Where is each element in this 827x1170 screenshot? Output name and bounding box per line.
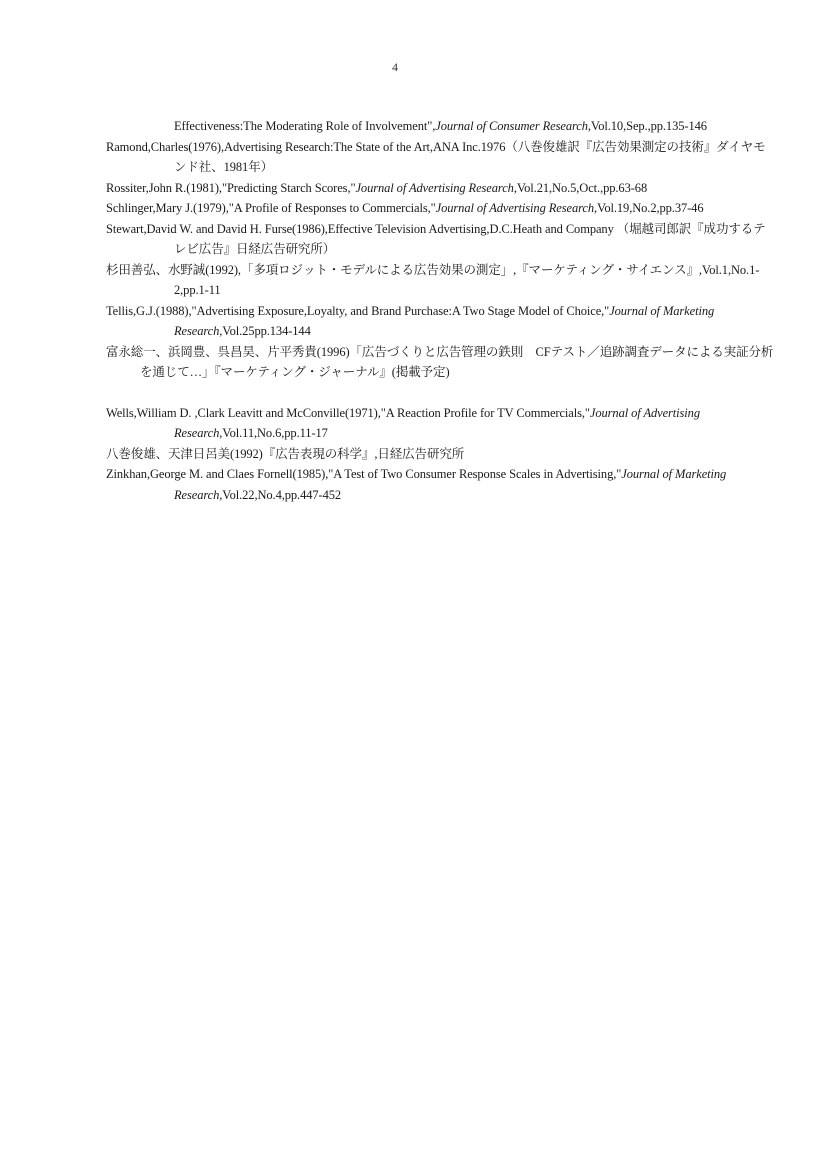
page-number: 4: [392, 60, 398, 74]
reference-text: Stewart,David W. and David H. Furse(1986),Effective Television Advertising,D.C.Heath and Company （堀越司郎訳『成功するテレビ広告』日経広告研究所）: [106, 221, 766, 256]
journal-title: Journal of Advertising Research: [174, 405, 700, 440]
ref-schlinger: [106, 198, 776, 219]
reference-text: Ramond,Charles(1976),Advertising Research:The State of the Art,ANA Inc.1976（八巻俊雄訳『広告効果測定の技術』ダイヤモンド社、1981年）: [106, 139, 766, 174]
ref-yamaki: [106, 444, 776, 465]
reference-text: 富永総一、浜岡豊、呉昌昊、片平秀貴(1996)「広告づくりと広告管理の鉄則 CFテスト／追跡調査データによる実証分析を通じて…」『マーケティング・ジャーナル』(掲載予定): [106, 344, 774, 379]
ref-zinkhan: [106, 464, 776, 505]
journal-title: Journal of Marketing Research: [174, 303, 715, 338]
journal-title: Journal of Advertising Research: [435, 201, 594, 215]
reference-text: ,Vol.25pp.134-144: [219, 324, 311, 338]
journal-title: Journal of Consumer Research: [435, 119, 588, 133]
ref-sugita: [106, 260, 776, 301]
ref-wells: [106, 403, 776, 444]
ref-continuation: [106, 116, 776, 137]
reference-text: Zinkhan,George M. and Claes Fornell(1985),"A Test of Two Consumer Response Scales in Advertising,": [106, 467, 622, 481]
ref-rossiter: [106, 178, 776, 199]
ref-tominaga: [106, 342, 776, 383]
reference-list: [106, 116, 776, 505]
journal-title: Journal of Marketing Research: [174, 467, 727, 502]
reference-text: 八巻俊雄、天津日呂美(1992)『広告表現の科学』,日経広告研究所: [106, 446, 465, 461]
reference-text: Rossiter,John R.(1981),"Predicting Starch Scores,": [106, 180, 356, 195]
ref-ramond: [106, 137, 776, 178]
reference-text: ,Vol.19,No.2,pp.37-46: [594, 201, 704, 215]
reference-text: ,Vol.21,No.5,Oct.,pp.63-68: [513, 180, 648, 195]
reference-text: Wells,William D. ,Clark Leavitt and McConville(1971),"A Reaction Profile for TV Commercials,": [106, 405, 590, 420]
ref-stewart: [106, 219, 776, 260]
reference-text: ,Vol.11,No.6,pp.11-17: [219, 426, 328, 440]
reference-text: ,Vol.10,Sep.,pp.135-146: [587, 119, 707, 133]
reference-text: ,Vol.22,No.4,pp.447-452: [219, 487, 342, 502]
journal-title: Journal of Advertising Research: [355, 180, 514, 195]
reference-text: 杉田善弘、水野誠(1992),「多項ロジット・モデルによる広告効果の測定」,『マーケティング・サイエンス』,Vol.1,No.1-2,pp.1-11: [106, 262, 760, 297]
spacer: [106, 383, 776, 403]
reference-text: Effectiveness:The Moderating Role of Involvement",: [174, 119, 436, 133]
ref-tellis: [106, 301, 776, 342]
reference-text: Schlinger,Mary J.(1979),"A Profile of Responses to Commercials,": [106, 201, 436, 215]
reference-text: Tellis,G.J.(1988),"Advertising Exposure,Loyalty, and Brand Purchase:A Two Stage Model of Choice,": [106, 303, 610, 318]
